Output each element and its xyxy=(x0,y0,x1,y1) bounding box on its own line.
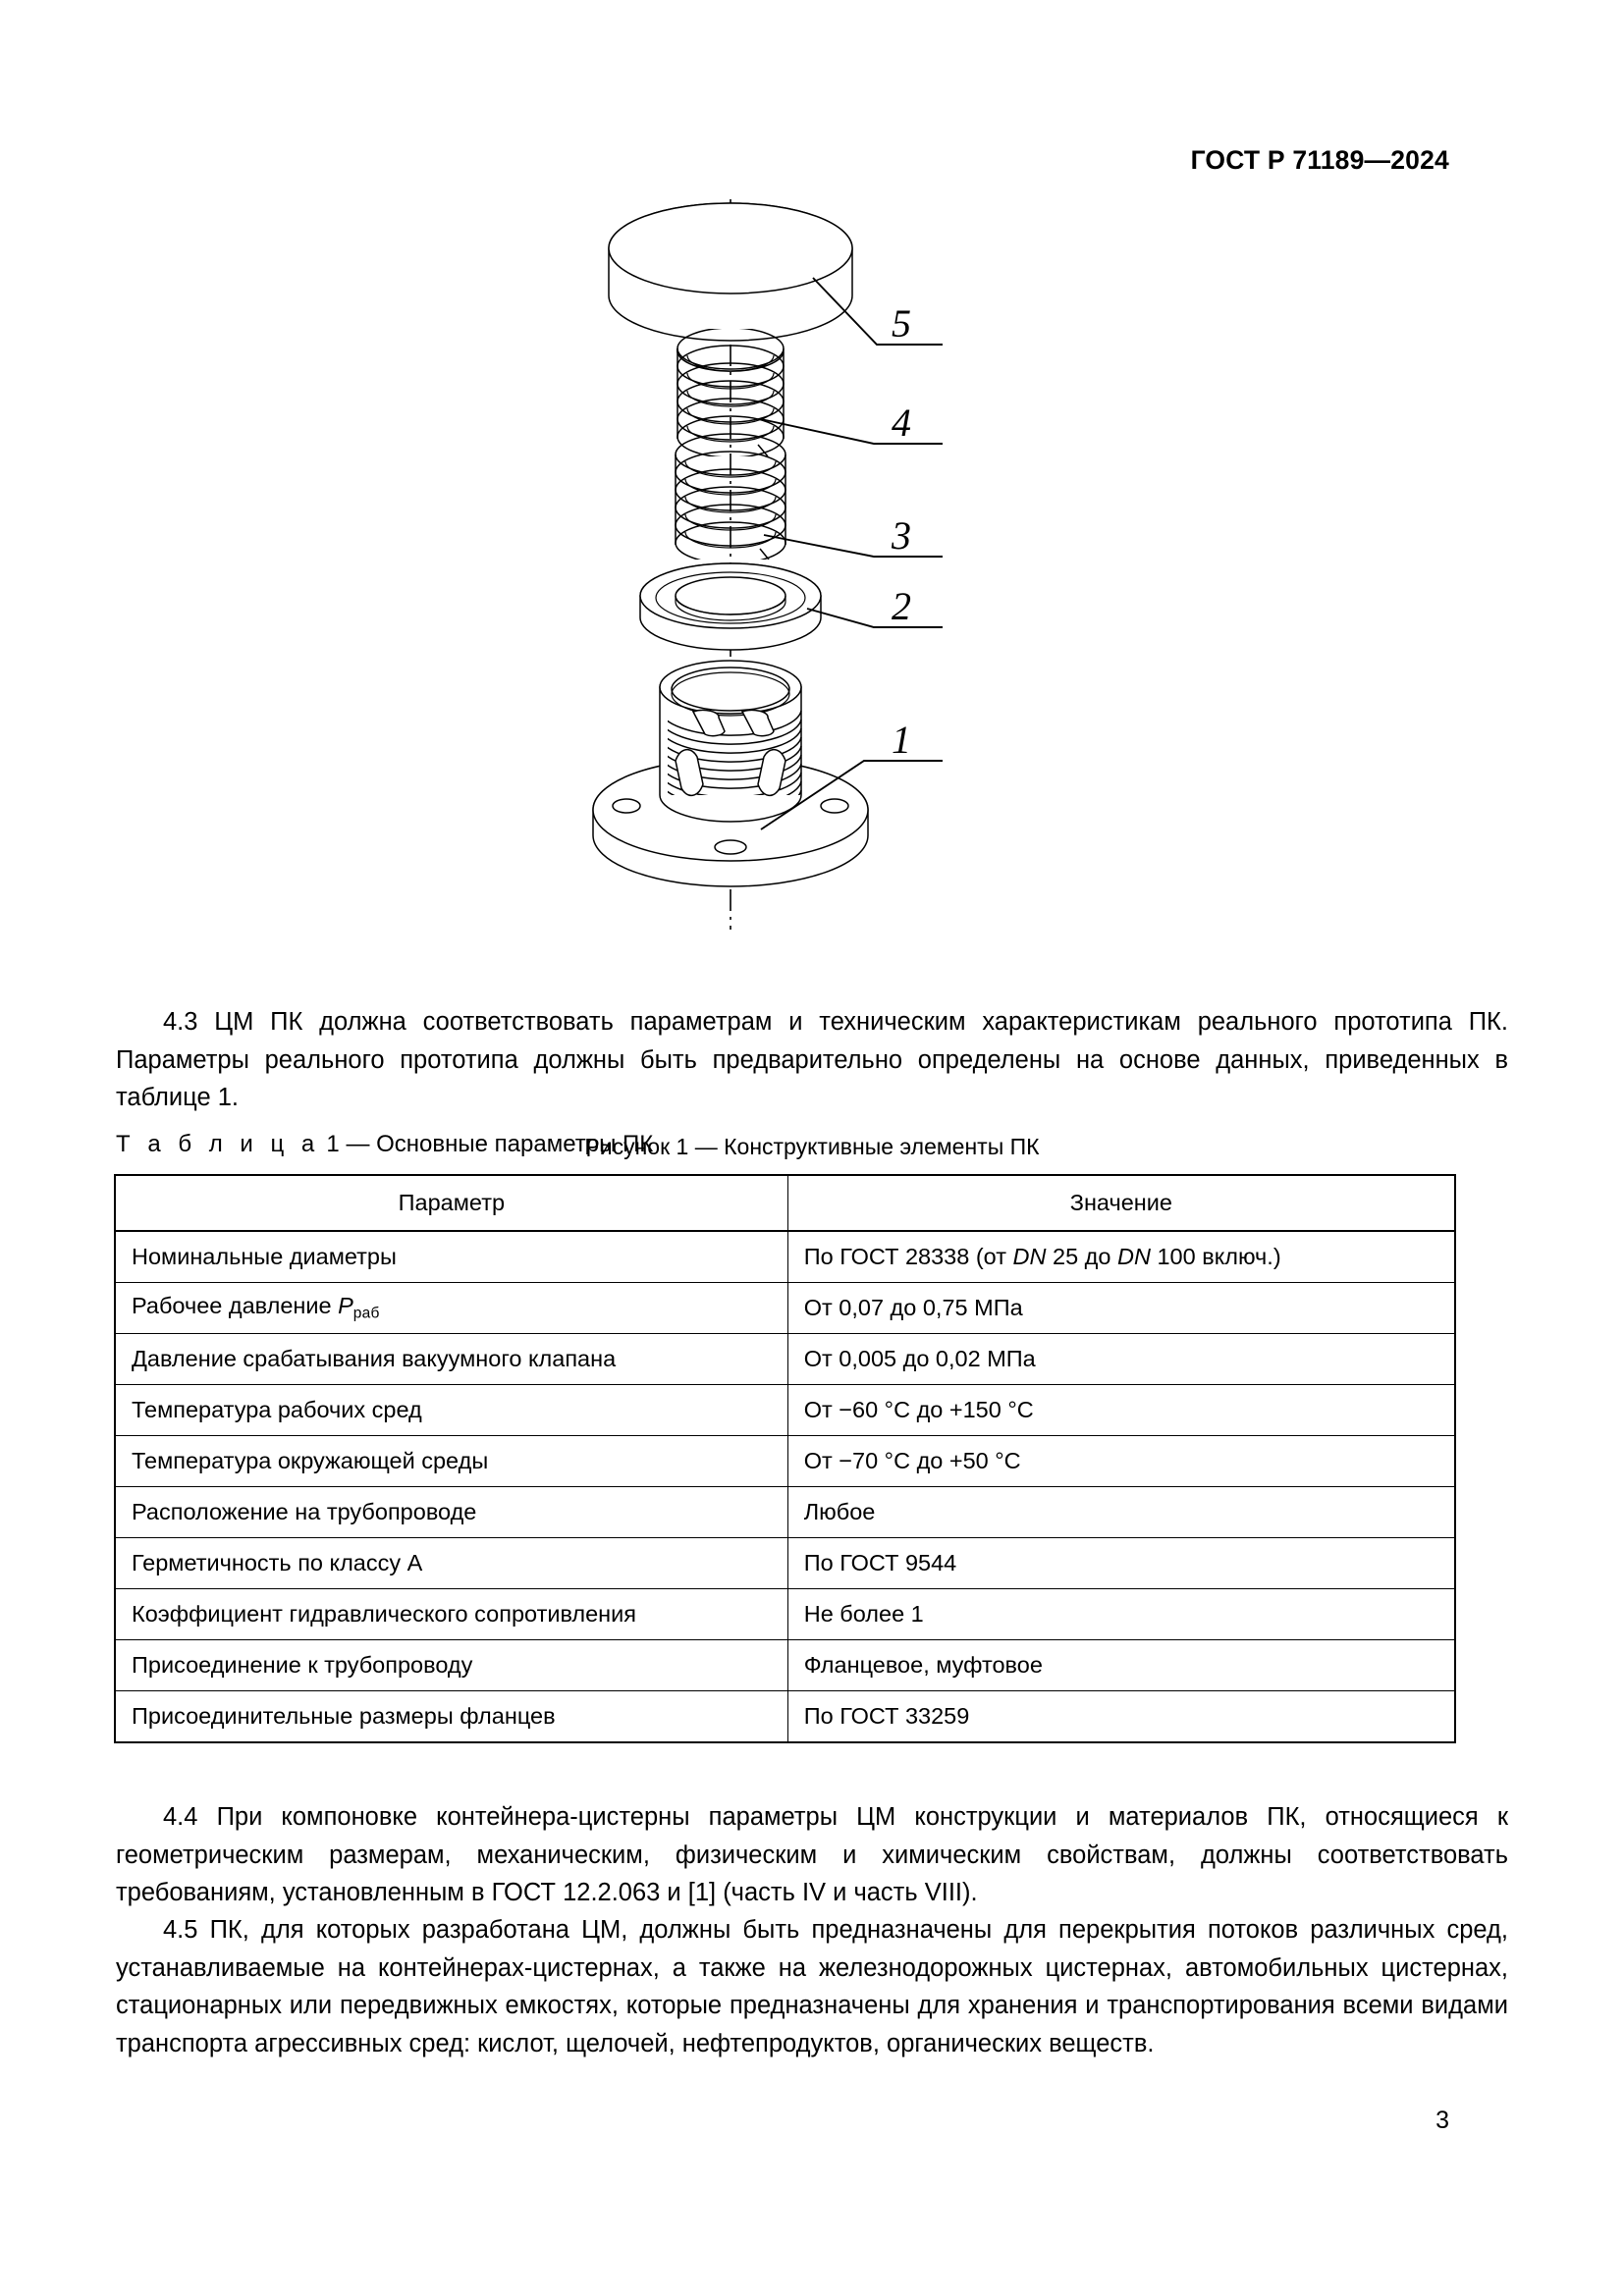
cell-value: От −60 °C до +150 °C xyxy=(787,1385,1455,1436)
figure-caption: Рисунок 1 — Конструктивные элементы ПК xyxy=(584,1134,1040,1159)
figure-1-drawing xyxy=(550,191,1100,937)
table-row xyxy=(115,1436,1455,1487)
callout-label-3: 3 xyxy=(892,513,911,558)
leader-3 xyxy=(764,535,943,557)
paragraph-4-4 xyxy=(116,1798,1508,1912)
column-header-value: Значение xyxy=(787,1175,1455,1231)
value-part: 100 включ.) xyxy=(1150,1244,1281,1269)
value-dn-symbol: DN xyxy=(1116,1244,1151,1269)
table-1-caption xyxy=(116,1131,653,1158)
table-caption-label: Т а б л и ц а xyxy=(116,1131,320,1157)
cell-value: Любое xyxy=(787,1487,1455,1538)
cell-parameter: Температура окружающей среды xyxy=(115,1436,787,1487)
table-row xyxy=(115,1640,1455,1691)
callout-numbers xyxy=(891,301,911,762)
cell-value xyxy=(787,1231,1455,1283)
paragraph-4-5 xyxy=(116,1911,1508,2062)
page-number: 3 xyxy=(1435,2107,1449,2134)
cell-parameter: Герметичность по классу А xyxy=(115,1538,787,1589)
cell-parameter: Расположение на трубопроводе xyxy=(115,1487,787,1538)
paragraph-4-5-text: 4.5 ПК, для которых разработана ЦМ, должны быть предназначены для перекрытия потоков различных сред, устанавливаемые на контейнерах-цистернах, а также на железнодорожных цистернах, автомобильных цистернах, стационарных или передвижных емкостях, которые предназначены для хранения и транспортирования всеми видами транспорта агрессивных сред: кислот, щелочей, нефтепродуктов, органических веществ. xyxy=(116,1916,1508,2057)
paragraph-4-4-text: 4.4 При компоновке контейнера-цистерны параметры ЦМ конструкции и материалов ПК, относящиеся к геометрическим размерам, механическим, физическим и химическим свойствам, должны соответствовать требованиям, установленным в ГОСТ 12.2.063 и [1] (часть IV и часть VIII). xyxy=(116,1803,1508,1906)
cell-value: От 0,005 до 0,02 МПа xyxy=(787,1334,1455,1385)
cell-parameter: Присоединительные размеры фланцев xyxy=(115,1691,787,1743)
cell-value: По ГОСТ 9544 xyxy=(787,1538,1455,1589)
callout-label-4: 4 xyxy=(892,400,911,445)
paragraph-4-3-text: 4.3 ЦМ ПК должна соответствовать параметрам и техническим характеристикам реального прототипа ПК. Параметры реального прототипа должны быть предварительно определены на основе данных, приведенных в таблице 1. xyxy=(116,1008,1508,1111)
table-row xyxy=(115,1589,1455,1640)
callout-label-1: 1 xyxy=(892,718,911,762)
cell-parameter: Давление срабатывания вакуумного клапана xyxy=(115,1334,787,1385)
part-5-cap-disc xyxy=(609,203,852,341)
paragraph-4-3 xyxy=(116,1003,1508,1117)
table-row xyxy=(115,1231,1455,1283)
column-header-parameter: Параметр xyxy=(115,1175,787,1231)
param-text: Рабочее давление xyxy=(132,1293,339,1319)
table-row xyxy=(115,1283,1455,1334)
table-row xyxy=(115,1385,1455,1436)
leader-2 xyxy=(807,609,943,627)
value-dn-symbol: DN xyxy=(1012,1244,1047,1269)
cell-parameter xyxy=(115,1283,787,1334)
table-row xyxy=(115,1691,1455,1743)
table-header-row xyxy=(115,1175,1455,1231)
part-2-sealing-ring xyxy=(640,563,821,650)
value-part: 25 до xyxy=(1046,1244,1117,1269)
cell-value: От −70 °C до +50 °C xyxy=(787,1436,1455,1487)
table-row xyxy=(115,1487,1455,1538)
callout-label-5: 5 xyxy=(892,301,911,346)
table-caption-title: 1 — Основные параметры ПК xyxy=(319,1131,654,1157)
param-subscript-rab: раб xyxy=(352,1305,380,1322)
table-row xyxy=(115,1538,1455,1589)
cell-parameter: Температура рабочих сред xyxy=(115,1385,787,1436)
cell-parameter: Присоединение к трубопроводу xyxy=(115,1640,787,1691)
table-row xyxy=(115,1334,1455,1385)
cell-value: Фланцевое, муфтовое xyxy=(787,1640,1455,1691)
part-1-flanged-body xyxy=(593,661,868,886)
cell-value: По ГОСТ 33259 xyxy=(787,1691,1455,1743)
table-1-main-parameters xyxy=(114,1174,1456,1743)
cell-parameter: Коэффициент гидравлического сопротивления xyxy=(115,1589,787,1640)
page-header-standard-id: ГОСТ Р 71189—2024 xyxy=(1190,145,1449,175)
callout-label-2: 2 xyxy=(892,584,911,628)
cell-parameter: Номинальные диаметры xyxy=(115,1231,787,1283)
cell-value: Не более 1 xyxy=(787,1589,1455,1640)
param-symbol-p: P xyxy=(338,1293,353,1319)
leader-4 xyxy=(761,419,943,444)
value-part: По ГОСТ 28338 (от xyxy=(803,1244,1013,1269)
cell-value: От 0,07 до 0,75 МПа xyxy=(787,1283,1455,1334)
